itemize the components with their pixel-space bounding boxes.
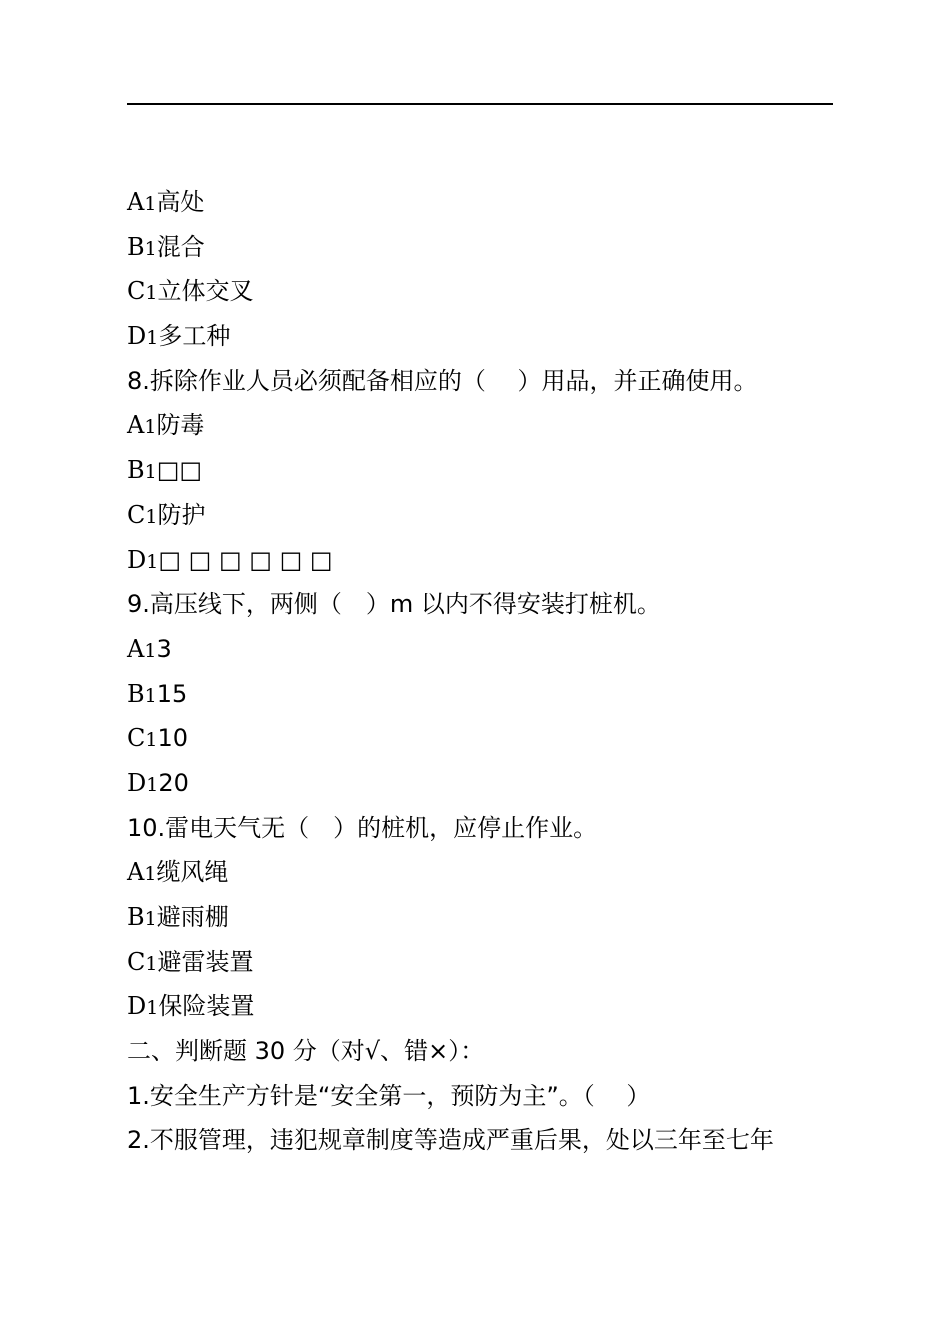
- option-separator: 1: [144, 237, 157, 260]
- option-text: 避雷装置: [157, 947, 254, 976]
- option-text: 缆风绳: [156, 858, 229, 887]
- option-text: 多工种: [158, 322, 231, 351]
- q7-option-a: [127, 180, 847, 225]
- option-letter: B: [127, 232, 145, 261]
- option-separator: 1: [146, 997, 159, 1020]
- option-letter: D: [127, 992, 147, 1021]
- q9-option-b: [127, 672, 847, 717]
- option-separator: 1: [144, 863, 157, 886]
- option-letter: C: [127, 724, 146, 753]
- option-separator: 1: [144, 684, 157, 707]
- option-separator: 1: [145, 505, 158, 528]
- option-separator: 1: [146, 773, 159, 796]
- option-letter: A: [127, 858, 145, 887]
- option-text: 10: [157, 724, 189, 753]
- option-text: 混合: [156, 232, 205, 261]
- option-separator: 1: [144, 461, 157, 484]
- q9-option-d: [127, 761, 847, 806]
- q10-option-b: [127, 895, 847, 940]
- option-separator: 1: [144, 416, 157, 439]
- question-10: 10.雷电天气无（ ）的桩机，应停止作业。: [127, 813, 598, 842]
- option-separator: 1: [144, 639, 157, 662]
- option-separator: 1: [146, 327, 159, 350]
- tf-item-2: 2.不服管理，违犯规章制度等造成严重后果，处以三年至七年: [127, 1126, 774, 1155]
- option-separator: 1: [146, 550, 159, 573]
- option-letter: B: [127, 903, 145, 931]
- option-text: 15: [156, 679, 188, 708]
- option-separator: 1: [145, 729, 158, 752]
- q8-option-a: [127, 403, 847, 448]
- question-9: 9.高压线下，两侧（ ）m 以内不得安装打桩机。: [127, 590, 661, 619]
- option-text: 20: [158, 768, 189, 797]
- q7-option-d: [127, 314, 847, 359]
- q8-option-c: [127, 493, 847, 538]
- option-letter: A: [127, 188, 145, 216]
- option-letter: B: [127, 456, 145, 485]
- header-rule: [127, 103, 833, 105]
- option-letter: A: [127, 411, 145, 440]
- option-text: 避雨棚: [156, 903, 229, 931]
- q8-option-b: [127, 448, 847, 493]
- option-text: □ □ □ □ □ □: [158, 545, 333, 574]
- option-text: 防护: [157, 500, 206, 529]
- option-text: □□: [156, 456, 203, 485]
- option-text: 防毒: [156, 411, 205, 440]
- option-text: 保险装置: [158, 992, 255, 1021]
- option-letter: C: [127, 500, 146, 529]
- question-8: 8.拆除作业人员必须配备相应的（ ）用品，并正确使用。: [127, 366, 758, 395]
- tf-item-1: 1.安全生产方针是“安全第一，预防为主”。（ ）: [127, 1081, 651, 1110]
- option-separator: 1: [144, 908, 157, 930]
- q7-option-c: [127, 269, 847, 314]
- section-heading-true-false: 二、判断题 30 分（对√、错×）：: [127, 1037, 485, 1066]
- option-separator: 1: [145, 282, 158, 305]
- document-body: [127, 180, 847, 1163]
- option-letter: D: [127, 768, 147, 797]
- option-separator: 1: [144, 193, 157, 215]
- option-text: 3: [156, 634, 172, 663]
- option-separator: 1: [145, 952, 158, 975]
- option-text: 高处: [156, 188, 205, 216]
- option-letter: C: [127, 947, 146, 976]
- option-letter: D: [127, 545, 147, 574]
- q10-option-a: [127, 850, 847, 895]
- q9-option-c: [127, 716, 847, 761]
- q8-option-d: [127, 538, 847, 583]
- option-text: 立体交叉: [157, 277, 254, 306]
- q9-option-a: [127, 627, 847, 672]
- q10-option-c: [127, 940, 847, 985]
- option-letter: B: [127, 679, 145, 708]
- q10-option-d: [127, 984, 847, 1029]
- option-letter: D: [127, 322, 147, 351]
- option-letter: A: [127, 634, 145, 663]
- q7-option-b: [127, 225, 847, 270]
- option-letter: C: [127, 277, 146, 306]
